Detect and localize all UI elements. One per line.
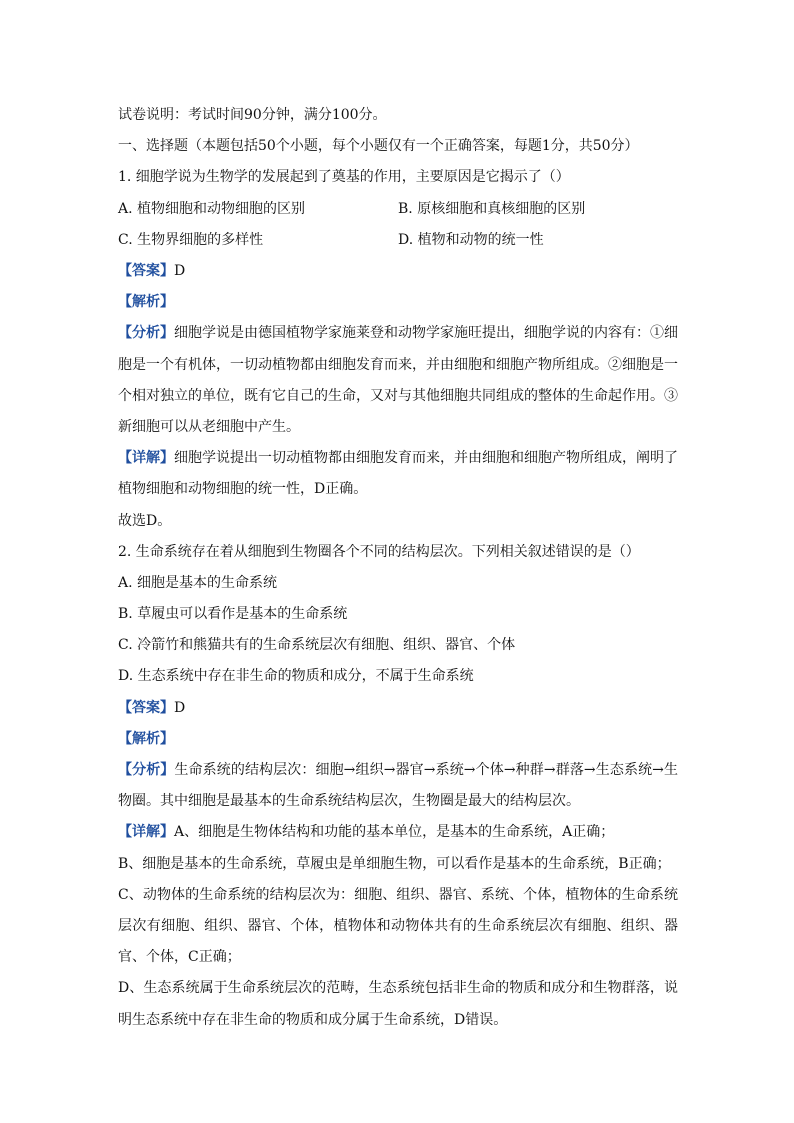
q2-answer xyxy=(118,693,678,724)
q2-fenxi xyxy=(118,755,678,817)
q2-option-a: A. 细胞是基本的生命系统 xyxy=(118,574,278,591)
q1-options-row-2 xyxy=(118,225,678,256)
q1-fenxi-tag: 【分析】 xyxy=(118,325,174,342)
q2-xiangjie-a xyxy=(118,817,678,848)
q1-answer-value: D xyxy=(174,262,186,279)
q1-fenxi-text: 细胞学说是由德国植物学家施莱登和动物学家施旺提出，细胞学说的内容有：①细胞是一个有机体，一切动植物都由细胞发育而来，并由细胞和细胞产物所组成。②细胞是一个相对独立的单位，既有它自己的生命，又对与其他细胞共同组成的整体的生命起作用。③新细胞可以从老细胞中产生。 xyxy=(118,325,678,435)
q2-analysis-heading xyxy=(118,724,678,755)
q1-xiangjie xyxy=(118,443,678,505)
q2-xiangjie-b: B、细胞是基本的生命系统，草履虫是单细胞生物，可以看作是基本的生命系统，B正确； xyxy=(118,855,671,872)
exam-note: 试卷说明：考试时间90分钟，满分100分。 xyxy=(118,107,387,123)
q2-fenxi-text: 生命系统的结构层次：细胞→组织→器官→系统→个体→种群→群落→生态系统→生物圈。其中细胞是最基本的生命系统结构层次，生物圈是最大的结构层次。 xyxy=(118,762,679,810)
q2-analysis-tag: 【解析】 xyxy=(118,730,174,747)
q2-option-d: D. 生态系统中存在非生命的物质和成分，不属于生命系统 xyxy=(118,668,474,685)
q1-option-a: A. 植物细胞和动物细胞的区别 xyxy=(118,200,306,217)
q1-conclusion: 故选D。 xyxy=(118,512,172,529)
q2-xiangjie-a-text: A、细胞是生物体结构和功能的基本单位，是基本的生命系统，A正确； xyxy=(174,824,615,841)
q1-stem: 1. 细胞学说为生物学的发展起到了奠基的作用，主要原因是它揭示了（） xyxy=(118,169,570,186)
q2-option-c: C. 冷箭竹和熊猫共有的生命系统层次有细胞、组织、器官、个体 xyxy=(118,637,516,654)
section-title: 一、选择题（本题包括50个小题，每个小题仅有一个正确答案，每题1分，共50分） xyxy=(118,138,639,155)
q2-fenxi-tag: 【分析】 xyxy=(118,762,175,779)
q1-analysis-tag: 【解析】 xyxy=(118,294,174,311)
q1-option-d: D. 植物和动物的统一性 xyxy=(398,231,544,248)
q1-xiangjie-text: 细胞学说提出一切动植物都由细胞发育而来，并由细胞和细胞产物所组成，阐明了植物细胞和动物细胞的统一性，D正确。 xyxy=(118,450,678,498)
q2-xiangjie-d: D、生态系统属于生命系统层次的范畴，生态系统包括非生命的物质和成分和生物群落，说明生态系统中存在非生命的物质和成分属于生命系统，D错误。 xyxy=(118,980,678,1028)
q1-options-row-1 xyxy=(118,194,678,225)
q2-option-b: B. 草履虫可以看作是基本的生命系统 xyxy=(118,606,348,623)
q2-answer-value: D xyxy=(174,699,186,716)
document-page xyxy=(118,100,678,1036)
q2-stem: 2. 生命系统存在着从细胞到生物圈各个不同的结构层次。下列相关叙述错误的是（） xyxy=(118,543,640,560)
q1-fenxi xyxy=(118,318,678,443)
q1-answer xyxy=(118,256,678,287)
q1-analysis-heading xyxy=(118,287,678,318)
q1-option-c: C. 生物界细胞的多样性 xyxy=(118,231,264,248)
q2-xiangjie-c: C、动物体的生命系统的结构层次为：细胞、组织、器官、系统、个体，植物体的生命系统层次有细胞、组织、器官、个体，植物体和动物体共有的生命系统层次有细胞、组织、器官、个体，C正确； xyxy=(118,886,678,966)
q1-option-b: B. 原核细胞和真核细胞的区别 xyxy=(398,200,586,217)
q1-xiangjie-tag: 【详解】 xyxy=(118,450,174,467)
q2-answer-tag: 【答案】 xyxy=(118,699,174,716)
q2-xiangjie-tag: 【详解】 xyxy=(118,824,174,841)
q1-answer-tag: 【答案】 xyxy=(118,262,174,279)
